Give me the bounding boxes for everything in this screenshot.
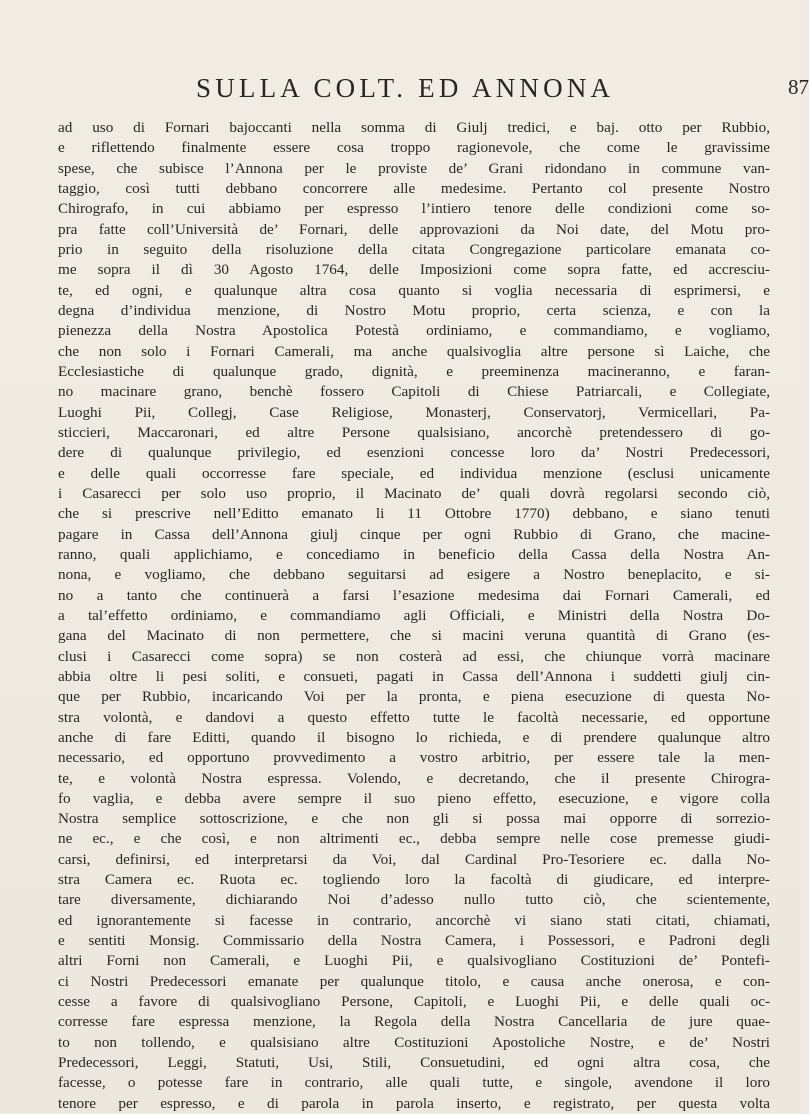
text-line: ne ec., e che così, e non altrimenti ec., debba sempre nelle cose premesse giudi- (58, 830, 770, 848)
text-line: e delle quali occorresse fare speciale, ed individua menzione (esclusi unicamente (58, 464, 770, 482)
text-line: ranno, quali applichiamo, e concediamo in beneficio della Cassa della Nostra An- (58, 545, 770, 563)
text-line: te, ed ogni, e qualunque altra cosa quanto si voglia necessaria di esprimersi, e (58, 281, 770, 299)
text-line: tenore per espresso, e di parola in parola inserto, e registrato, per questa volta (58, 1094, 770, 1112)
text-line: carsi, definirsi, ed interpretarsi da Voi, dal Cardinal Pro-Tesoriere ec. dalla No- (58, 850, 770, 868)
text-line: no a tanto che continuerà a farsi l’esazione medesima dai Fornari Camerali, ed (58, 586, 770, 604)
text-line: stra volontà, e dandovi a questo effetto tutte le facoltà necessarie, ed opportune (58, 708, 770, 726)
text-line: gana del Macinato di non permettere, che si macini veruna quantità di Grano (es- (58, 627, 770, 645)
text-line: ci Nostri Predecessori emanate per qualunque titolo, e causa anche onerosa, e con- (58, 972, 770, 990)
running-title: SULLA COLT. ED ANNONA (196, 73, 615, 103)
text-line: degna d’individua menzione, di Nostro Motu proprio, certa scienza, e con la (58, 301, 770, 319)
text-line: altri Forni non Camerali, e Luoghi Pii, e qualsivogliano Costituzioni de’ Pontefi- (58, 952, 770, 970)
text-line: Chirografo, in cui abbiamo per espresso l’intiero tenore delle condizioni come so- (58, 200, 770, 218)
text-line: corresse fare espressa menzione, la Regola della Nostra Cancellaria de jure quae- (58, 1013, 770, 1031)
text-line: clusi i Casarecci come sopra) se non costerà ad essi, che chiunque vorrà macinare (58, 647, 770, 665)
text-line: spese, che subisce l’Annona per le proviste de’ Grani ridondano in commune van- (58, 159, 770, 177)
running-head (196, 73, 809, 103)
text-line: prio in seguito della risoluzione della citata Congregazione particolare emanata co- (58, 240, 770, 258)
text-line: pagare in Cassa dell’Annona giulj cinque per ogni Rubbio di Grano, che macine- (58, 525, 770, 543)
text-line: Luoghi Pii, Collegj, Case Religiose, Monasterj, Conservatorj, Vermicellari, Pa- (58, 403, 770, 421)
text-line: pra fatte coll’Università de’ Fornari, delle approvazioni da Noi date, del Motu pro- (58, 220, 770, 238)
text-line: pienezza della Nostra Apostolica Potestà ordiniamo, e commandiamo, e vogliamo, (58, 322, 770, 340)
text-line: facesse, o potesse fare in contrario, alle quali tutte, e singole, avendone il loro (58, 1074, 770, 1092)
text-line: Nostra semplice sottoscrizione, e che non gli si possa mai opporre di sorrezio- (58, 810, 770, 828)
text-line: ed ignorantemente si facesse in contrario, ancorchè vi siano stati citati, chiamati, (58, 911, 770, 929)
text-line: ad uso di Fornari bajoccanti nella somma di Giulj tredici, e baj. otto per Rubbio, (58, 119, 770, 136)
text-line: e riflettendo finalmente essere cosa troppo ragionevole, che come le gravissime (58, 139, 770, 157)
text-line: a tal’effetto ordiniamo, e commandiamo agli Officiali, e Ministri della Nostra Do- (58, 606, 770, 624)
text-line: sticcieri, Maccaronari, ed altre Persone qualsisiano, ancorchè pretendessero di go- (58, 423, 770, 441)
text-line: anche di fare Editti, quando il bisogno lo richieda, e di prendere qualunque altro (58, 728, 770, 746)
text-line: necessario, ed opportuno provvedimento a vostro arbitrio, per essere tale la men- (58, 749, 770, 767)
text-line: che non solo i Fornari Camerali, ma anche qualsivoglia altre persone sì Laiche, che (58, 342, 770, 360)
body-text (58, 118, 770, 1114)
text-line: che si prescrive nell’Editto emanato li 11 Ottobre 1770) debbano, e siano tenuti (58, 505, 770, 523)
text-line: stra Camera ec. Ruota ec. togliendo loro la facoltà di giudicare, ed interpre- (58, 871, 770, 889)
page-number: 87 (788, 75, 809, 99)
text-line: cesse a favore di qualsivogliano Persone, Capitoli, e Luoghi Pii, e delle quali oc- (58, 993, 770, 1011)
text-line: dere di qualunque privilegio, ed esenzioni concesse loro da’ Nostri Predecessori, (58, 444, 770, 462)
text-line: e sentiti Monsig. Commissario della Nostra Camera, i Possessori, e Padroni degli (58, 932, 770, 950)
text-line: abbia oltre li pesi soliti, e consueti, pagati in Cassa dell’Annona i suddetti giulj cin- (58, 667, 770, 685)
text-line: me sopra il dì 30 Agosto 1764, delle Imposizioni come sopra fatte, ed accresciu- (58, 261, 770, 279)
text-line: que per Rubbio, incaricando Voi per la pronta, e piena esecuzione di questa No- (58, 688, 770, 706)
text-line: tare diversamente, dichiarando Noi d’adesso nullo tutto ciò, che scientemente, (58, 891, 770, 909)
text-line: nona, e vogliamo, che debbano seguitarsi ad esigere a Nostro beneplacito, e si- (58, 566, 770, 584)
text-line: to non tollendo, e qualsisiano altre Costituzioni Apostoliche Nostre, e de’ Nostri (58, 1033, 770, 1051)
text-line: fo vaglia, e debba avere sempre il suo pieno effetto, esecuzione, e vigore colla (58, 789, 770, 807)
text-line: Predecessori, Leggi, Statuti, Usi, Stili, Consuetudini, ed ogni altra cosa, che (58, 1054, 770, 1072)
text-line: Ecclesiastiche di qualunque grado, dignità, e preeminenza macineranno, e faran- (58, 362, 770, 380)
text-line: i Casarecci per solo uso proprio, il Macinato de’ quali dovrà regolarsi secondo ciò, (58, 484, 770, 502)
text-line: taggio, così tutti debbano concorrere alle medesime. Pertanto col presente Nostro (58, 179, 770, 197)
text-line: no macinare grano, benchè fossero Capitoli di Chiese Patriarcali, e Collegiate, (58, 383, 770, 401)
text-line: te, e volontà Nostra espressa. Volendo, e decretando, che il presente Chirogra- (58, 769, 770, 787)
